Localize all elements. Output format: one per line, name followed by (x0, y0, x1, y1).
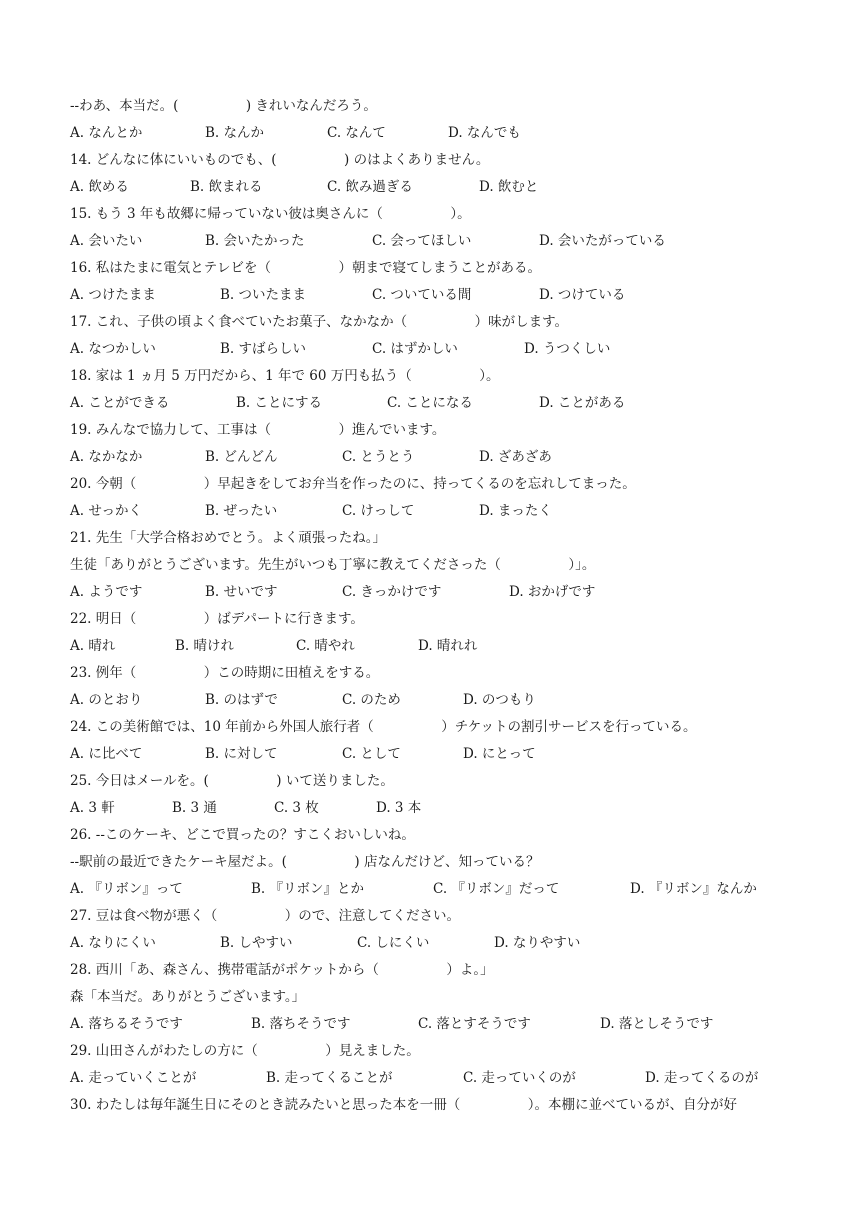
option-d: D. 会いたがっている (539, 233, 666, 249)
option-d: D. うつくしい (524, 341, 611, 357)
option-b: B. せいです (205, 584, 278, 600)
option-c: C. ことになる (387, 395, 473, 411)
option-d: D. おかげです (509, 584, 596, 600)
option-a: A. ようです (70, 584, 143, 600)
option-a: A. 走っていくことが (70, 1070, 197, 1086)
option-c: C. きっかけです (342, 584, 442, 600)
question-15: 15. もう 3 年も故郷に帰っていない彼は奥さんに（ ）。 (70, 206, 471, 222)
question-19: 19. みんなで協力して、工事は（ ）進んでいます。 (70, 422, 446, 438)
option-d: D. なんでも (448, 125, 521, 141)
option-c: C. 『リボン』だって (433, 881, 560, 897)
option-d: D. 落としそうです (600, 1016, 714, 1032)
option-c: C. 3 枚 (274, 800, 319, 816)
question-23: 23. 例年（ ）この時期に田植えをする。 (70, 665, 380, 681)
option-b: B. 落ちそうです (251, 1016, 351, 1032)
question-16: 16. 私はたまに電気とテレビを（ ）朝まで寝てしまうことがある。 (70, 260, 541, 276)
option-b: B. なんか (205, 125, 265, 141)
question-14: 14. どんなに体にいいものでも、( ) のはよくありません。 (70, 152, 490, 168)
option-c: C. 走っていくのが (463, 1070, 576, 1086)
option-b: B. 晴けれ (175, 638, 235, 654)
question-29: 29. 山田さんがわたしの方に（ ）見えました。 (70, 1043, 420, 1059)
option-c: C. なんて (327, 125, 386, 141)
option-a: A. 飲める (70, 179, 129, 195)
option-a: A. 落ちるそうです (70, 1016, 183, 1032)
option-d: D. なりやすい (494, 935, 581, 951)
option-b: B. ついたまま (220, 287, 307, 303)
question-21-continuation: 生徒「ありがとうございます。先生がいつも丁寧に教えてくださった（ ）」。 (70, 557, 596, 573)
option-a: A. に比べて (70, 746, 143, 762)
option-d: D. ことがある (539, 395, 626, 411)
option-a: A. 会いたい (70, 233, 143, 249)
option-a: A. なんとか (70, 125, 143, 141)
question-26-continuation: --駅前の最近できたケーキ屋だよ。( ) 店なんだけど、知っている？ (70, 854, 540, 870)
question-30: 30. わたしは毎年誕生日にそのとき読みたいと思った本を一冊（ ）。本棚に並べているが、自分が好 (70, 1097, 738, 1113)
option-a: A. なりにくい (70, 935, 156, 951)
question-27: 27. 豆は食べ物が悪く（ ）ので、注意してください。 (70, 908, 460, 924)
option-b: B. すばらしい (220, 341, 307, 357)
question-28-continuation: 森「本当だ。ありがとうございます。」 (70, 989, 306, 1005)
option-c: C. のため (342, 692, 401, 708)
option-b: B. しやすい (220, 935, 293, 951)
option-a: A. せっかく (70, 503, 143, 519)
option-b: B. 3 通 (172, 800, 217, 816)
option-a: A. 『リボン』って (70, 881, 183, 897)
option-b: B. に対して (205, 746, 278, 762)
option-a: A. のとおり (70, 692, 143, 708)
option-d: D. ざあざあ (479, 449, 552, 465)
option-a: A. なかなか (70, 449, 143, 465)
option-b: B. 会いたかった (205, 233, 305, 249)
option-d: D. つけている (539, 287, 626, 303)
option-a: A. ことができる (70, 395, 170, 411)
question-22: 22. 明日（ ）ばデパートに行きます。 (70, 611, 364, 627)
option-b: B. のはずで (205, 692, 278, 708)
question-17: 17. これ、子供の頃よく食べていたお菓子、なかなか（ ）味がします。 (70, 314, 568, 330)
option-c: C. ついている間 (372, 287, 472, 303)
question-28: 28. 西川「あ、森さん、携帯電話がポケットから（ ）よ。」 (70, 962, 494, 978)
option-b: B. 『リボン』とか (251, 881, 365, 897)
option-c: C. 会ってほしい (372, 233, 472, 249)
option-d: D. にとって (463, 746, 536, 762)
option-b: B. ぜったい (205, 503, 278, 519)
option-c: C. けっして (342, 503, 415, 519)
option-d: D. のつもり (463, 692, 536, 708)
option-d: D. 晴れれ (418, 638, 478, 654)
question-18: 18. 家は 1 ヵ月 5 万円だから、1 年で 60 万円も払う（ ）。 (70, 368, 500, 384)
option-d: D. まったく (479, 503, 552, 519)
option-c: C. とうとう (342, 449, 415, 465)
option-d: D. 『リボン』なんか (630, 881, 757, 897)
option-c: C. はずかしい (372, 341, 458, 357)
option-c: C. として (342, 746, 401, 762)
option-c: C. 落とすそうです (418, 1016, 531, 1032)
option-b: B. 飲まれる (190, 179, 263, 195)
option-a: A. 3 軒 (70, 800, 115, 816)
option-c: C. 飲み過ぎる (327, 179, 413, 195)
question-26: 26. --このケーキ、どこで買ったの？すこくおいしいね。 (70, 827, 415, 843)
option-d: D. 飲むと (479, 179, 539, 195)
question-20: 20. 今朝（ ）早起きをしてお弁当を作ったのに、持ってくるのを忘れしてまった。 (70, 476, 636, 492)
option-b: B. どんどん (205, 449, 278, 465)
option-d: D. 3 本 (376, 800, 422, 816)
option-d: D. 走ってくるのが (645, 1070, 759, 1086)
option-b: B. ことにする (236, 395, 323, 411)
option-c: C. 晴やれ (296, 638, 355, 654)
option-a: A. なつかしい (70, 341, 156, 357)
option-b: B. 走ってくることが (266, 1070, 393, 1086)
question-25: 25. 今日はメールを。( ) いて送りました。 (70, 773, 394, 789)
option-a: A. 晴れ (70, 638, 116, 654)
question-24: 24. この美術館では、10 年前から外国人旅行者（ ）チケットの割引サービスを行っている。 (70, 719, 697, 735)
option-a: A. つけたまま (70, 287, 156, 303)
question-13-continuation: --わあ、本当だ。( ) きれいなんだろう。 (70, 98, 377, 114)
question-21: 21. 先生「大学合格おめでとう。よく頑張ったね。」 (70, 530, 387, 546)
option-c: C. しにくい (357, 935, 430, 951)
